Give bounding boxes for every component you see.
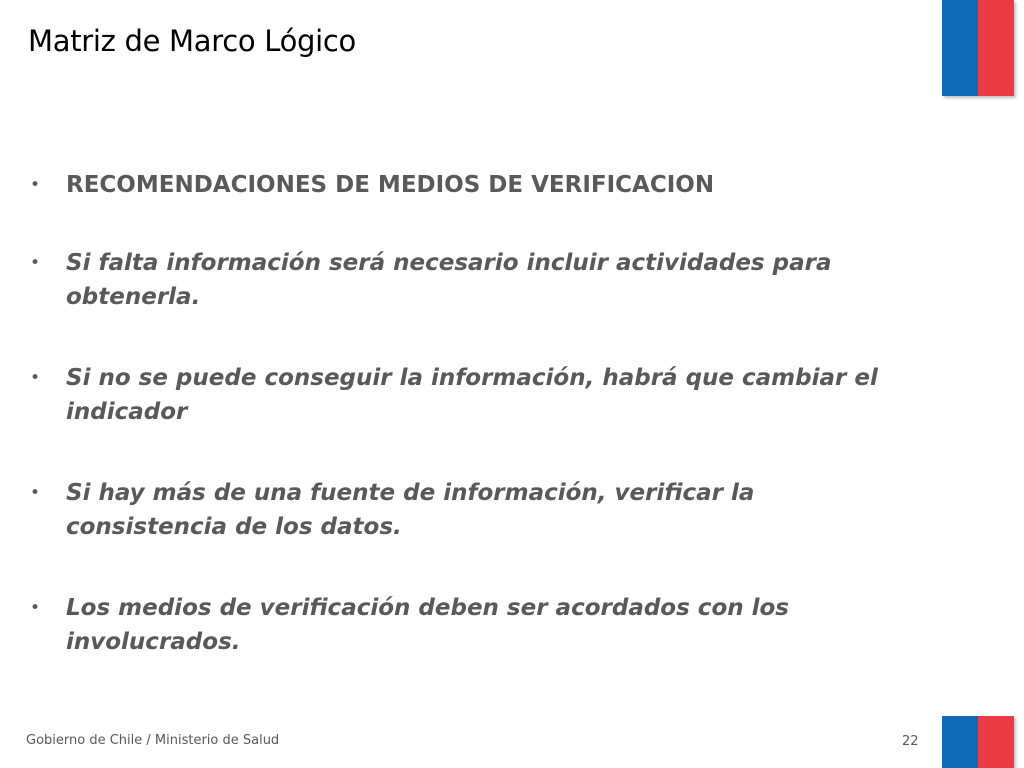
bullet-dot-icon: • bbox=[30, 253, 41, 273]
bullet-dot-icon: • bbox=[30, 483, 41, 503]
flag-blue-stripe bbox=[942, 716, 978, 768]
bullet-item bbox=[28, 476, 918, 544]
bullet-text: Si hay más de una fuente de información, verificar la consistencia de los datos. bbox=[66, 480, 755, 540]
flag-stripe-bottom bbox=[942, 716, 1014, 768]
bullet-item bbox=[28, 246, 918, 314]
flag-red-stripe bbox=[978, 716, 1014, 768]
flag-stripe-top bbox=[942, 0, 1014, 96]
bullet-text: Los medios de verificación deben ser acordados con los involucrados. bbox=[66, 595, 789, 655]
flag-red-stripe bbox=[978, 0, 1014, 96]
bullet-list bbox=[28, 168, 918, 706]
slide-title: Matriz de Marco Lógico bbox=[28, 24, 356, 58]
bullet-dot-icon: • bbox=[30, 368, 41, 388]
bullet-heading bbox=[28, 168, 918, 202]
flag-blue-stripe bbox=[942, 0, 978, 96]
bullet-text: Si no se puede conseguir la información, habrá que cambiar el indicador bbox=[66, 365, 878, 425]
bullet-item bbox=[28, 591, 918, 659]
bullet-item bbox=[28, 361, 918, 429]
bullet-text: Si falta información será necesario incluir actividades para obtenerla. bbox=[66, 250, 832, 310]
page-number: 22 bbox=[902, 734, 919, 749]
bullet-dot-icon: • bbox=[30, 175, 41, 195]
bullet-heading-text: RECOMENDACIONES DE MEDIOS DE VERIFICACION bbox=[66, 172, 715, 198]
footer-organization: Gobierno de Chile / Ministerio de Salud bbox=[26, 733, 280, 748]
bullet-dot-icon: • bbox=[30, 598, 41, 618]
